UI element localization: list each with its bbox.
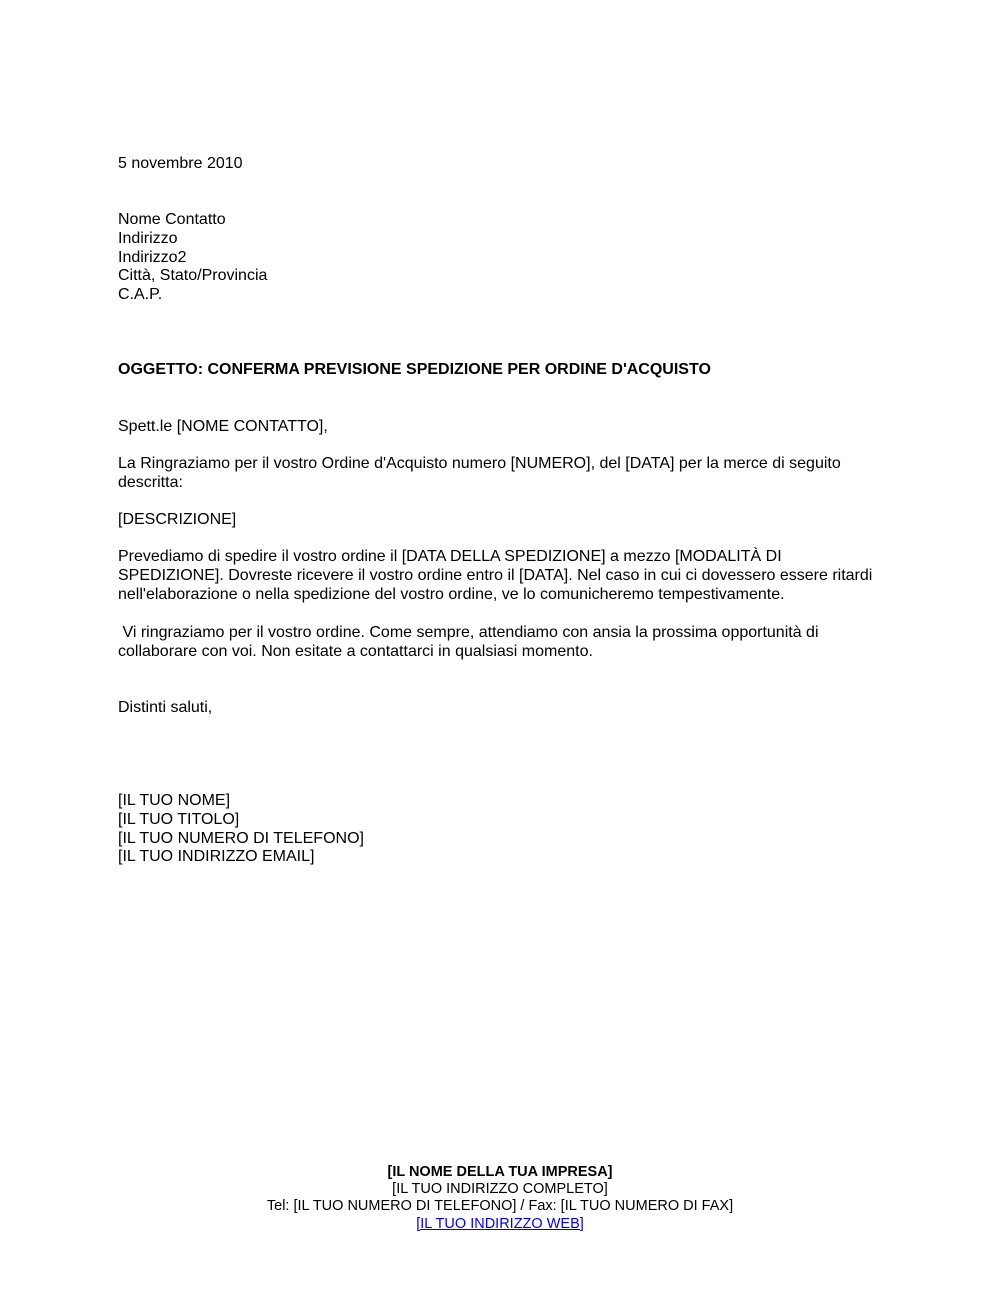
address-line-street: Indirizzo bbox=[118, 229, 178, 247]
signature-block bbox=[118, 792, 878, 867]
letter-greeting: Spett.le [NOME CONTATTO], bbox=[118, 418, 328, 435]
letter-shipping-paragraph: Prevediamo di spedire il vostro ordine il [DATA DELLA SPEDIZIONE] a mezzo [MODALITÀ DI SPEDIZIONE]. Dovreste ricevere il vostro ordine entro il [DATA]. Nel caso in cui ci dovessero essere ritardi nell'elaborazione o nella spedizione del vostro ordine, ve lo comunicheremo tempestivamente. bbox=[118, 548, 873, 603]
letter-date: 5 novembre 2010 bbox=[118, 155, 243, 172]
footer-web-link[interactable]: [IL TUO INDIRIZZO WEB] bbox=[416, 1215, 584, 1232]
letter-intro-paragraph: La Ringraziamo per il vostro Ordine d'Acquisto numero [NUMERO], del [DATA] per la merce di seguito descritta: bbox=[118, 455, 841, 491]
address-line-zip: C.A.P. bbox=[118, 286, 163, 304]
letter-thanks-paragraph: Vi ringraziamo per il vostro ordine. Come sempre, attendiamo con ansia la prossima opportunità di collaborare con voi. Non esitate a contattarci in qualsiasi momento. bbox=[118, 624, 823, 660]
letter-closing: Distinti saluti, bbox=[118, 699, 213, 716]
footer-address: [IL TUO INDIRIZZO COMPLETO] bbox=[392, 1181, 608, 1198]
address-line-street2: Indirizzo2 bbox=[118, 248, 187, 266]
letterhead-footer bbox=[0, 1164, 1000, 1233]
signature-name: [IL TUO NOME] bbox=[118, 792, 231, 809]
address-line-contact: Nome Contatto bbox=[118, 211, 226, 228]
footer-contact: Tel: [IL TUO NUMERO DI TELEFONO] / Fax: [IL TUO NUMERO DI FAX] bbox=[266, 1198, 734, 1215]
signature-phone: [IL TUO NUMERO DI TELEFONO] bbox=[118, 829, 364, 847]
footer-company-name: [IL NOME DELLA TUA IMPRESA] bbox=[387, 1164, 613, 1180]
recipient-address bbox=[118, 211, 878, 305]
letter-subject: OGGETTO: CONFERMA PREVISIONE SPEDIZIONE PER ORDINE D'ACQUISTO bbox=[118, 361, 711, 378]
address-line-city: Città, Stato/Provincia bbox=[118, 267, 268, 285]
signature-email: [IL TUO INDIRIZZO EMAIL] bbox=[118, 848, 315, 866]
signature-title: [IL TUO TITOLO] bbox=[118, 810, 240, 828]
letter-description: [DESCRIZIONE] bbox=[118, 511, 237, 528]
